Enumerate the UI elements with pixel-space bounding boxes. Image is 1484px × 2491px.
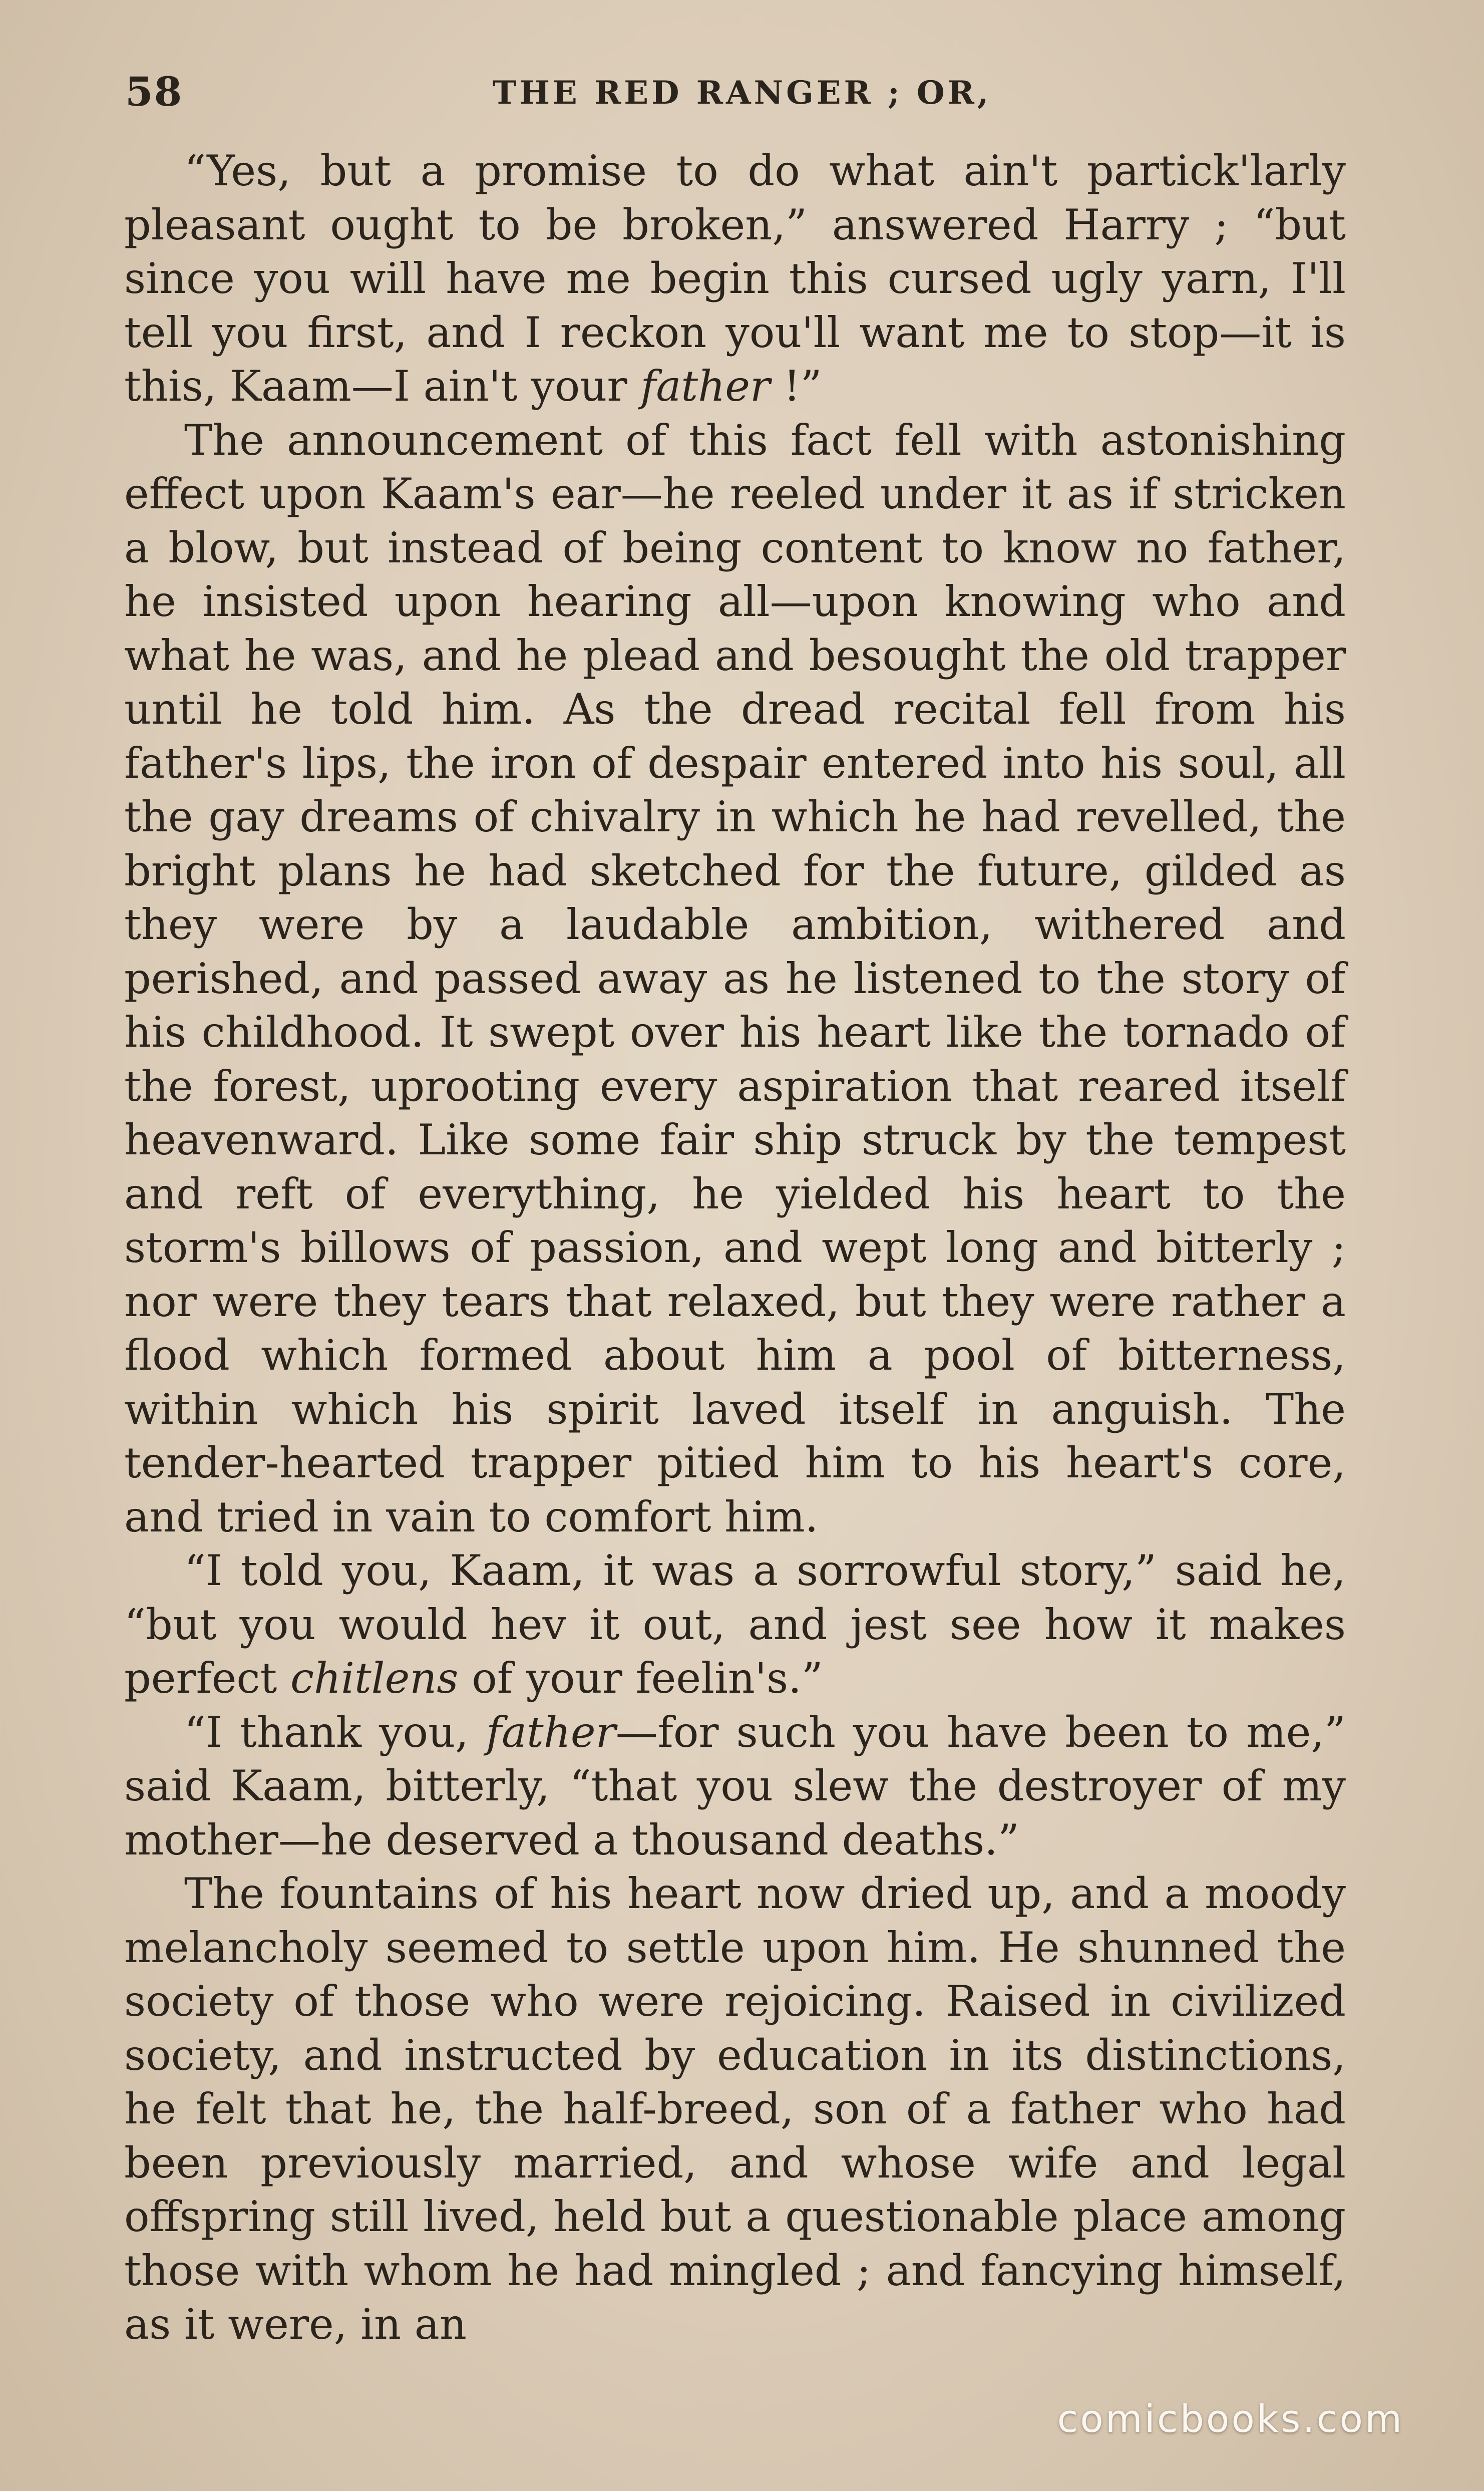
paragraph: [124, 414, 1346, 1544]
text-run: of your feelin's.”: [458, 1654, 823, 1703]
body-text: [124, 144, 1346, 2352]
text-run: The fountains of his heart now dried up, and a moody melancholy seemed to settle upon him. He shunned the society of those who were rejoicing. Raised in civilized society, and instructed by education in its distinctions, he felt that he, the half-breed, son of a father who had been previously married, and whose wife and legal offspring still lived, held but a questionable place among those with whom he had mingled ; and fancying himself, as it were, in an: [124, 1869, 1346, 2349]
text-run: —for such you have been to me,” said Kaam, bitterly, “that you slew the destroyer of my mother—he deserved a thousand deaths.”: [124, 1707, 1346, 1864]
paragraph: [124, 1706, 1346, 1867]
italic-text: father: [640, 362, 771, 411]
paragraph: [124, 1867, 1346, 2352]
italic-text: chitlens: [290, 1654, 459, 1703]
text-run: “I thank you,: [184, 1707, 486, 1757]
paragraph: [124, 1544, 1346, 1706]
text-run: “Yes, but a promise to do what ain't partick'larly pleasant ought to be broken,” answered Harry ; “but since you will have me begin this cursed ugly yarn, I'll tell you first, and I reckon you'll want me to stop—it is this, Kaam—I ain't your: [124, 146, 1346, 411]
italic-text: father: [486, 1707, 616, 1757]
running-head: THE RED RANGER ; OR,: [492, 74, 992, 112]
page-number: 58: [125, 68, 183, 115]
text-run: !”: [770, 362, 822, 411]
text-run: “I told you, Kaam, it was a sorrowful story,” said he, “but you would hev it out, and jest see how it makes perfect: [124, 1546, 1346, 1703]
watermark: comicbooks.com: [1057, 2396, 1404, 2441]
text-run: The announcement of this fact fell with astonishing effect upon Kaam's ear—he reeled under it as if stricken a blow, but instead of being content to know no father, he insisted upon hearing all—upon knowing who and what he was, and he plead and besought the old trapper until he told him. As the dread recital fell from his father's lips, the iron of despair entered into his soul, all the gay dreams of chivalry in which he had revelled, the bright plans he had sketched for the future, gilded as they were by a laudable ambition, withered and perished, and passed away as he listened to the story of his childhood. It swept over his heart like the tornado of the forest, uprooting every aspiration that reared itself heavenward. Like some fair ship struck by the tempest and reft of everything, he yielded his heart to the storm's billows of passion, and wept long and bitterly ; nor were they tears that relaxed, but they were rather a flood which formed about him a pool of bitterness, within which his spirit laved itself in anguish. The tender-hearted trapper pitied him to his heart's core, and tried in vain to comfort him.: [124, 415, 1346, 1541]
paragraph: [124, 144, 1346, 414]
page-header: [125, 60, 1359, 115]
